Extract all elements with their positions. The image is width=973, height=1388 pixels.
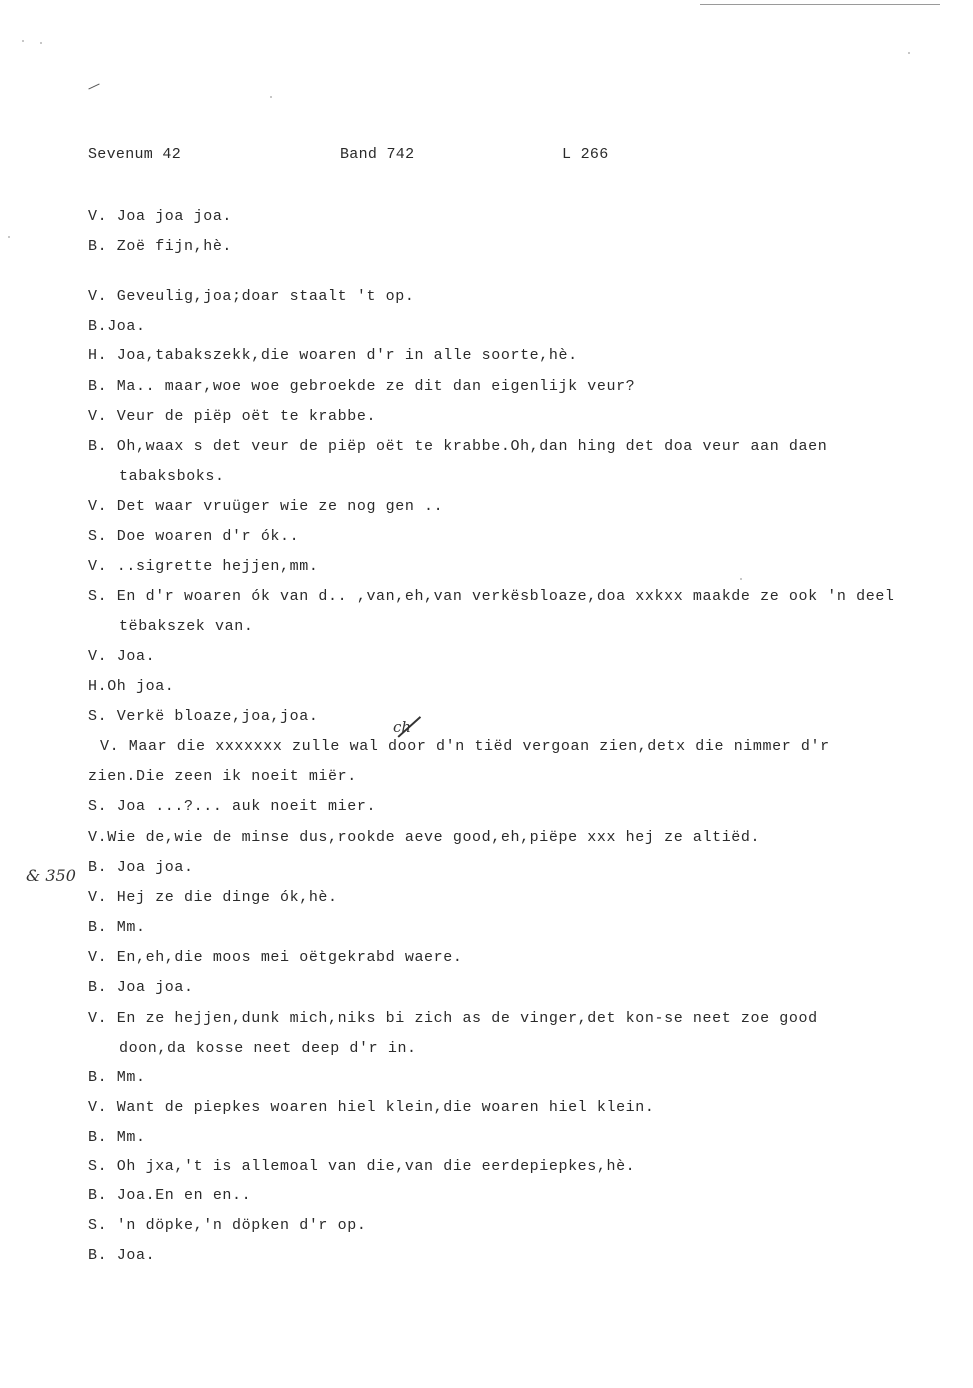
transcript-line: V. Hej ze die dinge ók,hè. bbox=[88, 889, 338, 906]
scan-speck bbox=[22, 40, 24, 42]
pen-mark bbox=[88, 84, 99, 90]
scan-speck bbox=[8, 236, 10, 238]
transcript-line: V. Det waar vruüger wie ze nog gen .. bbox=[88, 498, 444, 515]
transcript-line: B. Joa joa. bbox=[88, 859, 194, 876]
scan-speck bbox=[270, 96, 272, 98]
transcript-line: H. Joa,tabakszekk,die woaren d'r in alle soorte,hè. bbox=[88, 347, 578, 364]
transcript-line: V. En,eh,die moos mei oëtgekrabd waere. bbox=[88, 949, 463, 966]
transcript-line: V. Veur de piëp oët te krabbe. bbox=[88, 408, 377, 425]
scan-speck bbox=[908, 52, 910, 54]
transcript-line: doon,da kosse neet deep d'r in. bbox=[119, 1040, 417, 1057]
scan-speck bbox=[40, 42, 42, 44]
transcript-line: V. Joa joa joa. bbox=[88, 208, 233, 225]
transcript-line: H.Oh joa. bbox=[88, 678, 175, 695]
transcript-line: S. 'n döpke,'n döpken d'r op. bbox=[88, 1217, 367, 1234]
transcript-line: B.Joa. bbox=[88, 318, 146, 335]
transcript-line: S. Oh jxa,'t is allemoal van die,van die eerdepiepkes,hè. bbox=[88, 1158, 636, 1175]
header-page: L 266 bbox=[562, 146, 609, 163]
transcript-line: V. Want de piepkes woaren hiel klein,die woaren hiel klein. bbox=[88, 1099, 655, 1116]
transcript-line: S. Verkë bloaze,joa,joa. bbox=[88, 708, 319, 725]
transcript-line: B. Oh,waax s det veur de piëp oët te krabbe.Oh,dan hing det doa veur aan daen bbox=[88, 438, 828, 455]
transcript-line: V. En ze hejjen,dunk mich,niks bi zich as de vinger,det kon-se neet zoe good bbox=[88, 1010, 818, 1027]
transcript-line: B. Joa.En en en.. bbox=[88, 1187, 252, 1204]
transcript-line: B. Joa. bbox=[88, 1247, 156, 1264]
transcript-line: tabaksboks. bbox=[119, 468, 225, 485]
transcript-line: V. Geveulig,joa;doar staalt 't op. bbox=[88, 288, 415, 305]
transcript-line: tëbakszek van. bbox=[119, 618, 254, 635]
transcript-line: B. Mm. bbox=[88, 919, 146, 936]
transcript-line: S. En d'r woaren ók van d.. ,van,eh,van verkësbloaze,doa xxkxx maakde ze ook 'n deel bbox=[88, 588, 895, 605]
transcript-line: V.Wie de,wie de minse dus,rookde aeve good,eh,piëpe xxx hej ze altiëd. bbox=[88, 829, 761, 846]
transcript-line: B. Zoë fijn,hè. bbox=[88, 238, 233, 255]
transcript-line: V. ..sigrette hejjen,mm. bbox=[88, 558, 319, 575]
header-band: Band 742 bbox=[340, 146, 415, 163]
margin-note: & 350 bbox=[26, 866, 76, 885]
transcript-line: V. Joa. bbox=[88, 648, 156, 665]
scan-speck bbox=[740, 578, 742, 580]
transcript-line: S. Joa ...?... auk noeit mier. bbox=[88, 798, 377, 815]
transcript-line: V. Maar die xxxxxxx zulle wal door d'n tiëd vergoan zien,detx die nimmer d'r bbox=[100, 738, 830, 755]
handwritten-correction: ch bbox=[393, 718, 412, 736]
transcript-line: zien.Die zeen ik noeit miër. bbox=[88, 768, 357, 785]
transcript-line: B. Joa joa. bbox=[88, 979, 194, 996]
transcript-line: B. Mm. bbox=[88, 1069, 146, 1086]
header-place: Sevenum 42 bbox=[88, 146, 182, 163]
transcript-line: B. Ma.. maar,woe woe gebroekde ze dit dan eigenlijk veur? bbox=[88, 378, 636, 395]
top-rule bbox=[700, 4, 940, 5]
transcript-line: S. Doe woaren d'r ók.. bbox=[88, 528, 300, 545]
transcript-line: B. Mm. bbox=[88, 1129, 146, 1146]
